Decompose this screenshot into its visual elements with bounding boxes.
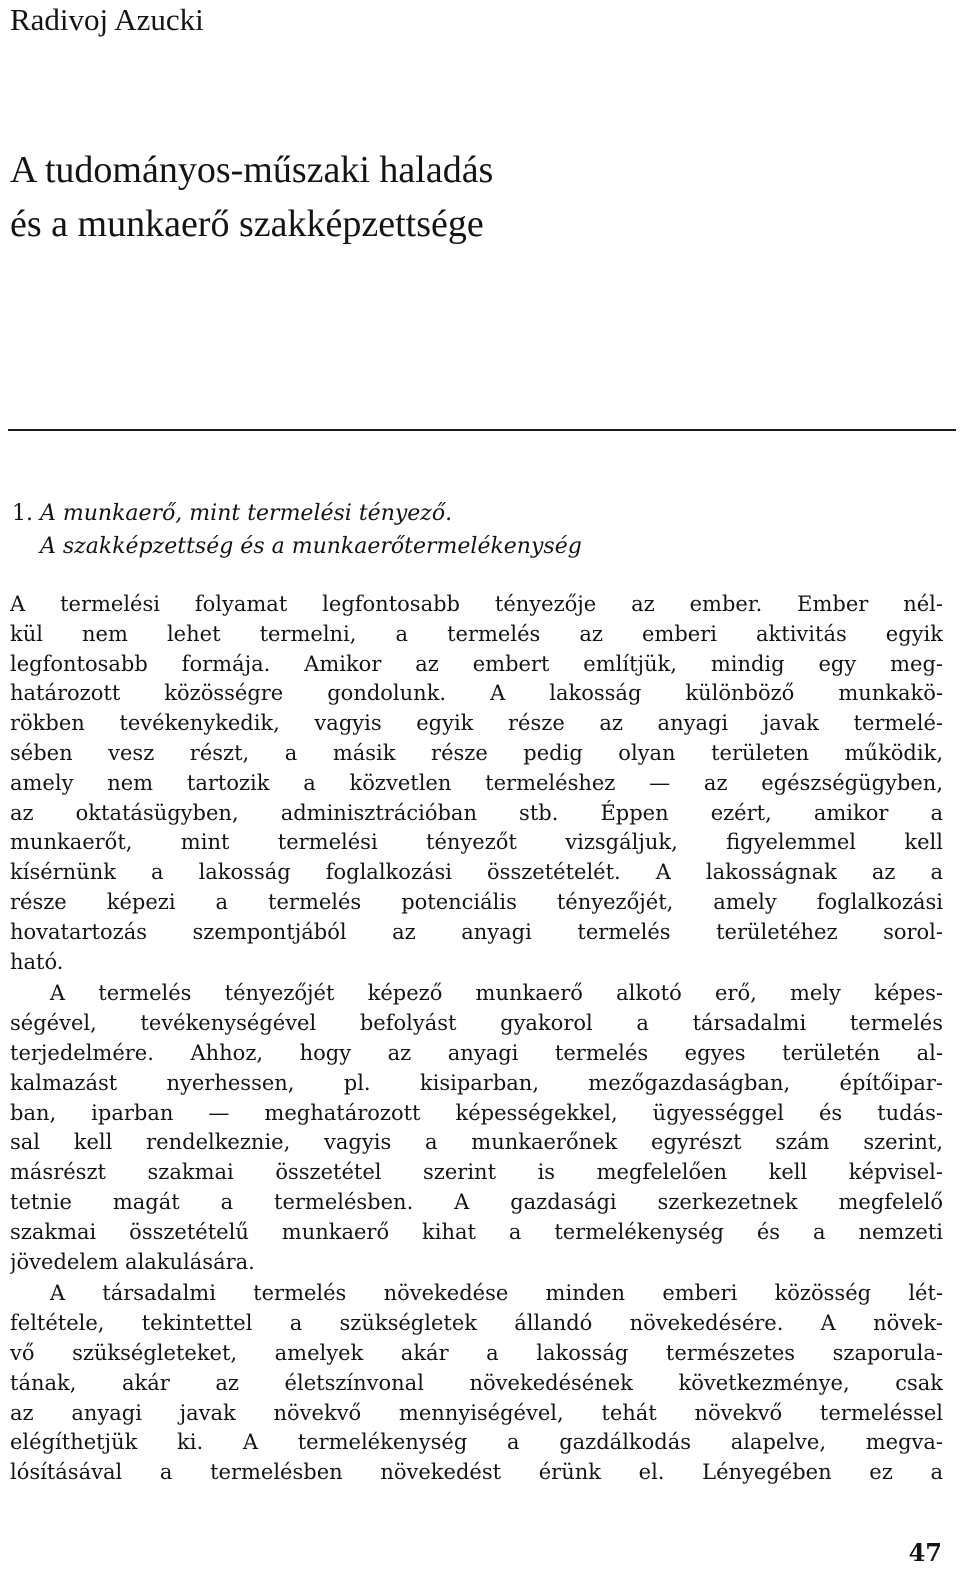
text-line: hovatartozás szempontjából az anyagi termelés területéhez sorol- [10, 919, 943, 944]
body-text [10, 590, 943, 1488]
text-line: ban, iparban — meghatározott képességekkel, ügyességgel és tudás- [10, 1100, 943, 1125]
text-line: munkaerőt, mint termelési tényezőt vizsgáljuk, figyelemmel kell [10, 830, 943, 855]
title-line-1: A tudományos-műszaki haladás [10, 149, 494, 191]
text-line: rökben tevékenykedik, vagyis egyik része az anyagi javak termelé- [10, 711, 943, 736]
paragraph [10, 590, 943, 977]
text-line: sében vesz részt, a másik része pedig olyan területen működik, [10, 740, 943, 765]
text-line: vő szükségleteket, amelyek akár a lakosság természetes szaporula- [10, 1340, 943, 1365]
section-heading-line-2 [12, 530, 582, 563]
text-line: kísérnünk a lakosság foglalkozási összetételét. A lakosságnak az a [10, 860, 943, 885]
section-heading-text-1: A munkaerő, mint termelési tényező. [40, 501, 453, 526]
text-line: lósításával a termelésben növekedést érünk el. Lényegében ez a [10, 1460, 943, 1485]
text-line: legfontosabb formája. Amikor az embert említjük, mindig egy meg- [10, 651, 943, 676]
paragraph [10, 1279, 943, 1488]
section-number: 1. [12, 501, 33, 526]
text-line: kül nem lehet termelni, a termelés az emberi aktivitás egyik [10, 621, 943, 646]
text-line: A termelés tényezőjét képező munkaerő alkotó erő, mely képes- [49, 981, 943, 1006]
section-heading-text-2: A szakképzettség és a munkaerőtermelékenység [39, 534, 582, 559]
article-title [10, 143, 493, 251]
text-line: szakmai összetételű munkaerő kihat a termelékenység és a nemzeti [10, 1219, 943, 1244]
text-line: az anyagi javak növekvő mennyiségével, tehát növekvő termeléssel [10, 1400, 943, 1425]
text-line: sal kell rendelkeznie, vagyis a munkaerőnek egyrészt szám szerint, [10, 1130, 943, 1155]
text-line: feltétele, tekintettel a szükségletek állandó növekedésére. A növek- [10, 1311, 943, 1336]
text-line: határozott közösségre gondolunk. A lakosság különböző munkakö- [10, 681, 943, 706]
text-line: az oktatásügyben, adminisztrációban stb. Éppen ezért, amikor a [10, 800, 943, 825]
text-line: másrészt szakmai összetétel szerint is megfelelően kell képvisel- [10, 1160, 943, 1185]
author-name: Radivoj Azucki [10, 2, 204, 37]
text-line: elégíthetjük ki. A termelékenység a gazdálkodás alapelve, megva- [10, 1430, 943, 1455]
text-line: A társadalmi termelés növekedése minden emberi közösség lét- [49, 1281, 943, 1306]
text-line: tetnie magát a termelésben. A gazdasági szerkezetnek megfelelő [10, 1189, 943, 1214]
text-line: ségével, tevékenységével befolyást gyakorol a társadalmi termelés [10, 1011, 943, 1036]
horizontal-divider [8, 429, 956, 431]
text-line: ható. [10, 949, 64, 974]
text-line: tának, akár az életszínvonal növekedésének következménye, csak [10, 1370, 943, 1395]
text-line: A termelési folyamat legfontosabb tényezője az ember. Ember nél- [10, 592, 943, 616]
title-line-2: és a munkaerő szakképzettsége [10, 203, 484, 245]
page-number: 47 [908, 1538, 942, 1567]
paragraph [10, 979, 943, 1277]
text-line: része képezi a termelés potenciális tényezőjét, amely foglalkozási [10, 889, 943, 914]
text-line: kalmazást nyerhessen, pl. kisiparban, mezőgazdaságban, építőipar- [10, 1070, 943, 1095]
section-heading-line-1 [12, 497, 582, 530]
text-line: amely nem tartozik a közvetlen termeléshez — az egészségügyben, [10, 770, 943, 795]
section-heading [12, 497, 582, 563]
text-line: jövedelem alakulására. [10, 1249, 255, 1274]
text-line: terjedelmére. Ahhoz, hogy az anyagi termelés egyes területén al- [10, 1040, 943, 1065]
